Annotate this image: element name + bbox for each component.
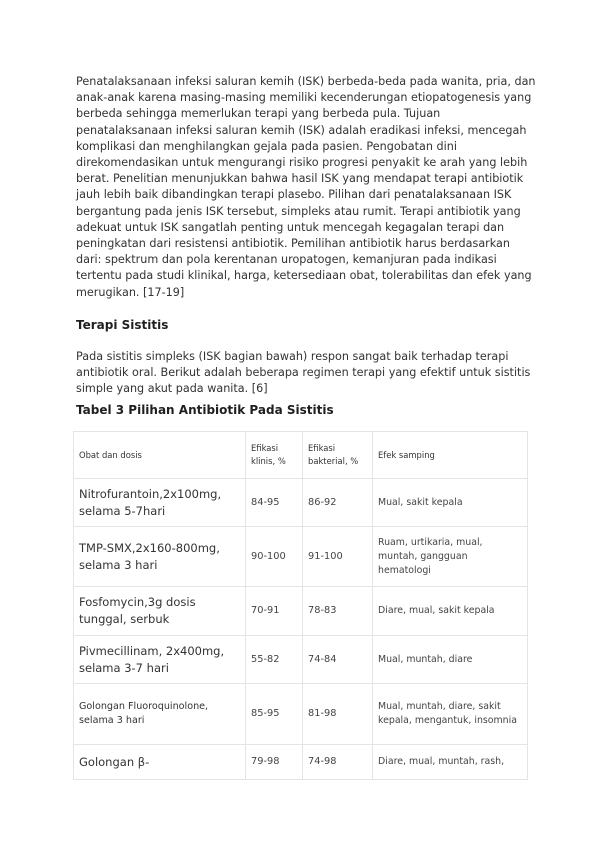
table-row bbox=[74, 636, 528, 684]
drug-cell: TMP-SMX,2x160-800mg, selama 3 hari bbox=[74, 527, 246, 587]
side-effects-cell: Diare, mual, sakit kepala bbox=[373, 587, 528, 636]
bacterial-efficacy-cell: 81-98 bbox=[303, 684, 373, 745]
clinical-efficacy-cell: 79-98 bbox=[246, 745, 303, 780]
bacterial-efficacy-cell: 74-98 bbox=[303, 745, 373, 780]
table-row bbox=[74, 587, 528, 636]
drug-cell: Golongan Fluoroquinolone, selama 3 hari bbox=[74, 684, 246, 745]
header-drug: Obat dan dosis bbox=[74, 432, 246, 479]
bacterial-efficacy-cell: 91-100 bbox=[303, 527, 373, 587]
clinical-efficacy-cell: 90-100 bbox=[246, 527, 303, 587]
section-heading: Terapi Sistitis bbox=[76, 318, 169, 332]
drug-cell: Golongan β- bbox=[74, 745, 246, 780]
drug-cell: Nitrofurantoin,2x100mg, selama 5-7hari bbox=[74, 479, 246, 527]
drug-cell: Pivmecillinam, 2x400mg, selama 3-7 hari bbox=[74, 636, 246, 684]
cystitis-paragraph: Pada sistitis simpleks (ISK bagian bawah) respon sangat baik terhadap terapi antibiotik oral. Berikut adalah beberapa regimen terapi yang efektif untuk sistitis simple yang akut pada wanita. [6] bbox=[76, 350, 531, 396]
bacterial-efficacy-cell: 86-92 bbox=[303, 479, 373, 527]
clinical-efficacy-cell: 85-95 bbox=[246, 684, 303, 745]
side-effects-cell: Diare, mual, muntah, rash, bbox=[373, 745, 528, 780]
header-side-effects: Efek samping bbox=[373, 432, 528, 479]
clinical-efficacy-cell: 55-82 bbox=[246, 636, 303, 684]
side-effects-cell: Mual, muntah, diare bbox=[373, 636, 528, 684]
clinical-efficacy-cell: 84-95 bbox=[246, 479, 303, 527]
table-row bbox=[74, 684, 528, 745]
table-title: Tabel 3 Pilihan Antibiotik Pada Sistitis bbox=[76, 403, 334, 417]
side-effects-cell: Mual, sakit kepala bbox=[373, 479, 528, 527]
intro-paragraph: Penatalaksanaan infeksi saluran kemih (ISK) berbeda-beda pada wanita, pria, dan anak-anak karena masing-masing memiliki kecenderungan etiopatogenesis yang berbeda sehingga memerlukan terapi yang berbeda pula. Tujuan penatalaksanaan infeksi saluran kemih (ISK) adalah eradikasi infeksi, mencegah komplikasi dan menghilangkan gejala pada pasien. Pengobatan dini direkomendasikan untuk mengurangi risiko progresi penyakit ke arah yang lebih berat. Penelitian menunjukkan bahwa hasil ISK yang mendapat terapi antibiotik jauh lebih baik dibandingkan terapi plasebo. Pilihan dari penatalaksanaan ISK bergantung pada jenis ISK tersebut, simpleks atau rumit. Terapi antibiotik yang adekuat untuk ISK sangatlah penting untuk mencegah kegagalan terapi dan peningkatan dari resistensi antibiotik. Pemilihan antibiotik harus berdasarkan dari: spektrum dan pola kerentanan uropatogen, kemanjuran pada indikasi tertentu pada studi klinikal, harga, ketersediaan obat, tolerabilitas dan efek yang merugikan. [17-19] bbox=[76, 75, 536, 299]
table-row bbox=[74, 745, 528, 780]
clinical-efficacy-cell: 70-91 bbox=[246, 587, 303, 636]
side-effects-cell: Mual, muntah, diare, sakit kepala, mengantuk, insomnia bbox=[373, 684, 528, 745]
table-row bbox=[74, 527, 528, 587]
table-header-row bbox=[74, 432, 528, 479]
drug-cell: Fosfomycin,3g dosis tunggal, serbuk bbox=[74, 587, 246, 636]
side-effects-cell: Ruam, urtikaria, mual, muntah, gangguan hematologi bbox=[373, 527, 528, 587]
antibiotic-table bbox=[73, 431, 528, 780]
table-row bbox=[74, 479, 528, 527]
header-bacterial-efficacy: Efikasi bakterial, % bbox=[303, 432, 373, 479]
header-clinical-efficacy: Efikasi klinis, % bbox=[246, 432, 303, 479]
bacterial-efficacy-cell: 74-84 bbox=[303, 636, 373, 684]
bacterial-efficacy-cell: 78-83 bbox=[303, 587, 373, 636]
